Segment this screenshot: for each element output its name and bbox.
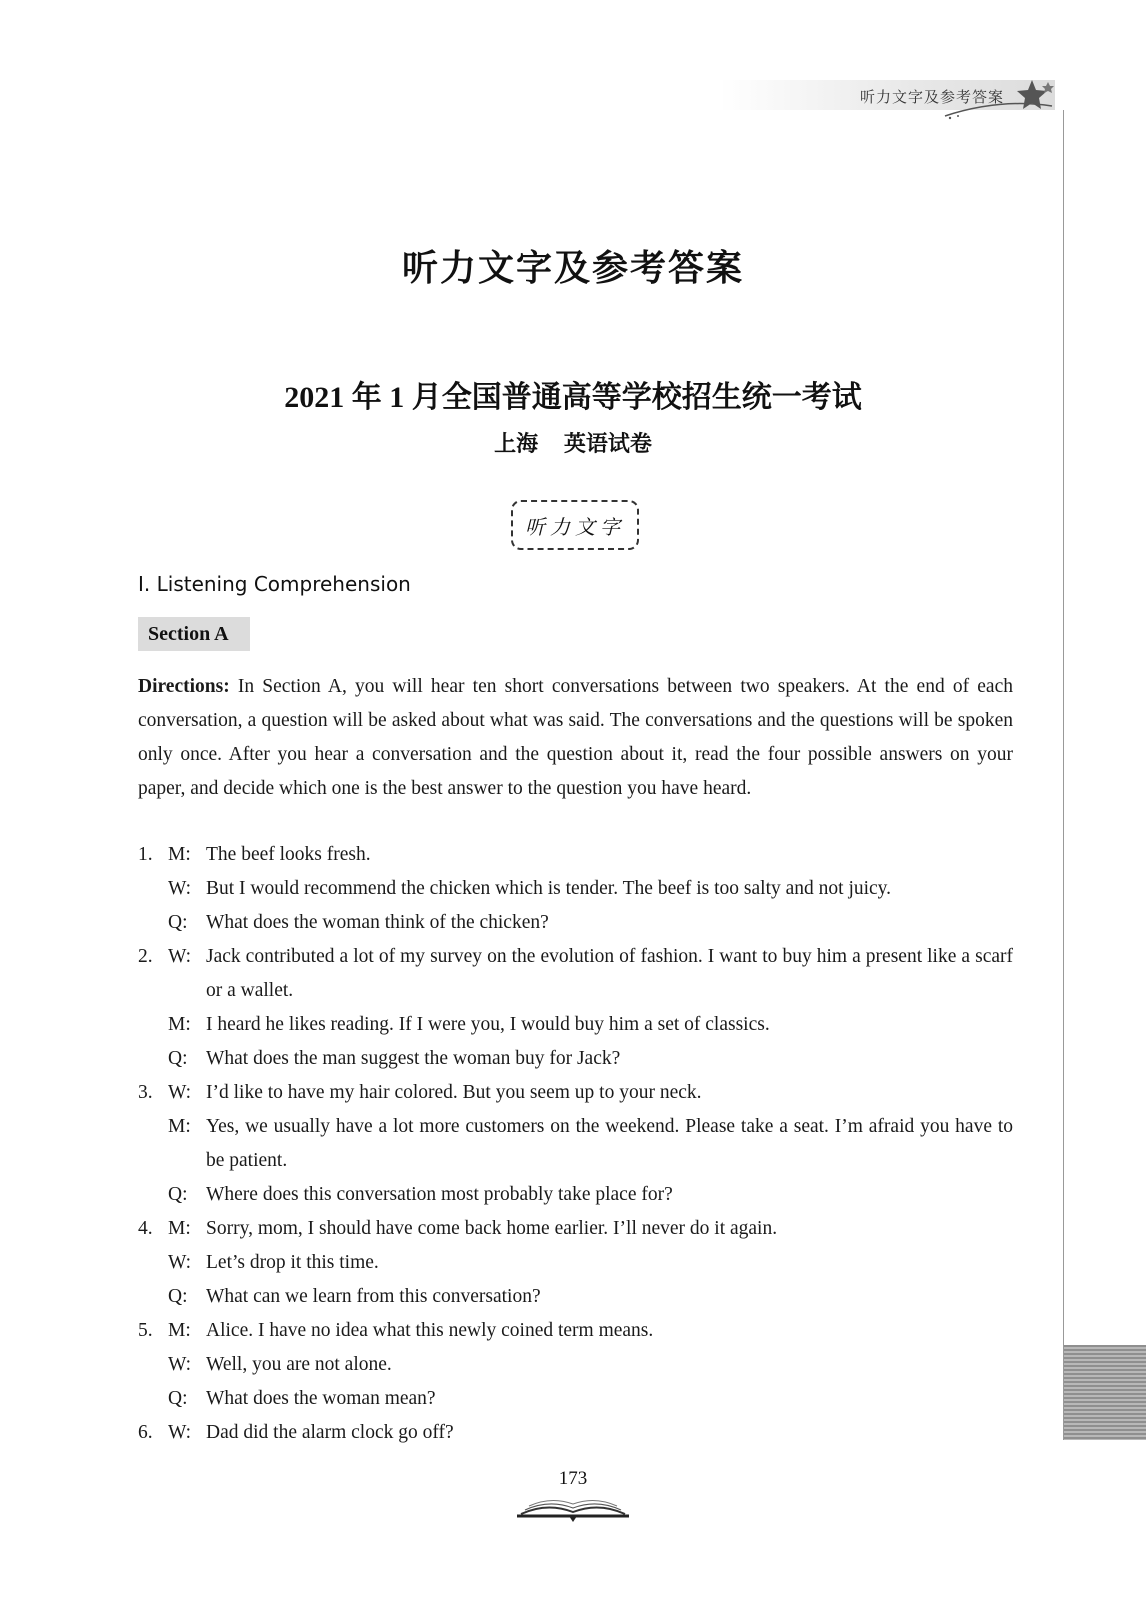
- speaker-label: W:: [168, 1082, 192, 1103]
- speaker-label: W:: [168, 1252, 192, 1273]
- page-number-emblem: [513, 1466, 633, 1526]
- line-text: What does the woman mean?: [206, 1388, 436, 1409]
- dialogue-line: [168, 1348, 1013, 1382]
- dialogue-line: [168, 838, 1013, 872]
- speaker-label: Q:: [168, 1048, 188, 1069]
- dialogue-line: [168, 1042, 1013, 1076]
- speaker-label: Q:: [168, 1184, 188, 1205]
- directions: [138, 670, 1013, 806]
- exam-title: 2021 年 1 月全国普通高等学校招生统一考试: [284, 381, 862, 414]
- speaker-label: W:: [168, 878, 192, 899]
- page-title: 听力文字及参考答案: [401, 248, 744, 289]
- line-text: What can we learn from this conversation?: [206, 1286, 541, 1307]
- item-number: 6.: [138, 1422, 153, 1443]
- dialogue-line: [168, 1314, 1013, 1348]
- line-text: What does the woman think of the chicken?: [206, 912, 549, 933]
- conversation-item: [138, 1416, 1013, 1450]
- running-header: 听力文字及参考答案: [860, 88, 1005, 106]
- line-text: But I would recommend the chicken which is tender. The beef is too salty and not juicy.: [206, 878, 892, 899]
- speaker-label: M:: [168, 844, 191, 865]
- conversation-item: [138, 838, 1013, 940]
- speaker-label: W:: [168, 1422, 192, 1443]
- line-text: What does the man suggest the woman buy for Jack?: [206, 1048, 621, 1069]
- section-label: Section A: [138, 617, 250, 651]
- conversation-item: [138, 1076, 1013, 1212]
- section-heading: I. Listening Comprehension: [138, 572, 411, 596]
- exam-subtitle: 上海 英语试卷: [494, 432, 652, 457]
- speaker-label: W:: [168, 1354, 192, 1375]
- item-number: 1.: [138, 844, 153, 865]
- speaker-label: M:: [168, 1116, 191, 1137]
- item-number: 5.: [138, 1320, 153, 1341]
- dialogue-line: [168, 1076, 1013, 1110]
- item-number: 2.: [138, 946, 153, 967]
- line-text: I’d like to have my hair colored. But you seem up to your neck.: [206, 1082, 702, 1103]
- speaker-label: Q:: [168, 1286, 188, 1307]
- conversation-list: [138, 838, 1013, 1450]
- speaker-label: Q:: [168, 912, 188, 933]
- dialogue-line: [168, 940, 1013, 1008]
- line-text: I heard he likes reading. If I were you, I would buy him a set of classics.: [206, 1014, 770, 1035]
- conversation-item: [138, 1314, 1013, 1416]
- line-text: Well, you are not alone.: [206, 1354, 392, 1375]
- speaker-label: Q:: [168, 1388, 188, 1409]
- speaker-label: M:: [168, 1014, 191, 1035]
- directions-text: In Section A, you will hear ten short conversations between two speakers. At the end of each conversation, a question will be asked about what was said. The conversations and the questions will be spoken only once. After you hear a conversation and the question about it, read the four possible answers on your paper, and decide which one is the best answer to the question you have heard.: [138, 676, 1013, 799]
- line-text: Yes, we usually have a lot more customers on the weekend. Please take a seat. I’m afraid you have to be patient.: [206, 1116, 1013, 1171]
- page-edge-tab: [1064, 1345, 1146, 1440]
- line-text: The beef looks fresh.: [206, 844, 371, 865]
- line-text: Where does this conversation most probably take place for?: [206, 1184, 673, 1205]
- dialogue-line: [168, 1246, 1013, 1280]
- dialogue-line: [168, 1212, 1013, 1246]
- page-number: 173: [558, 1468, 588, 1489]
- speaker-label: W:: [168, 946, 192, 967]
- item-number: 3.: [138, 1082, 153, 1103]
- line-text: Jack contributed a lot of my survey on the evolution of fashion. I want to buy him a present like a scarf or a wallet.: [206, 946, 1013, 1001]
- star-swoosh-icon: [940, 76, 1060, 126]
- dialogue-line: [168, 1382, 1013, 1416]
- page-edge-rule: [1063, 110, 1064, 1440]
- dialogue-line: [168, 1178, 1013, 1212]
- dialogue-line: [168, 1416, 1013, 1450]
- line-text: Dad did the alarm clock go off?: [206, 1422, 454, 1443]
- conversation-item: [138, 940, 1013, 1076]
- item-number: 4.: [138, 1218, 153, 1239]
- line-text: Sorry, mom, I should have come back home earlier. I’ll never do it again.: [206, 1218, 778, 1239]
- dialogue-line: [168, 872, 1013, 906]
- speaker-label: M:: [168, 1218, 191, 1239]
- section-badge: 听力文字: [511, 500, 639, 550]
- conversation-item: [138, 1212, 1013, 1314]
- dialogue-line: [168, 1280, 1013, 1314]
- line-text: Let’s drop it this time.: [206, 1252, 379, 1273]
- directions-label: Directions:: [138, 676, 230, 697]
- dialogue-line: [168, 1008, 1013, 1042]
- speaker-label: M:: [168, 1320, 191, 1341]
- dialogue-line: [168, 906, 1013, 940]
- line-text: Alice. I have no idea what this newly coined term means.: [206, 1320, 654, 1341]
- dialogue-line: [168, 1110, 1013, 1178]
